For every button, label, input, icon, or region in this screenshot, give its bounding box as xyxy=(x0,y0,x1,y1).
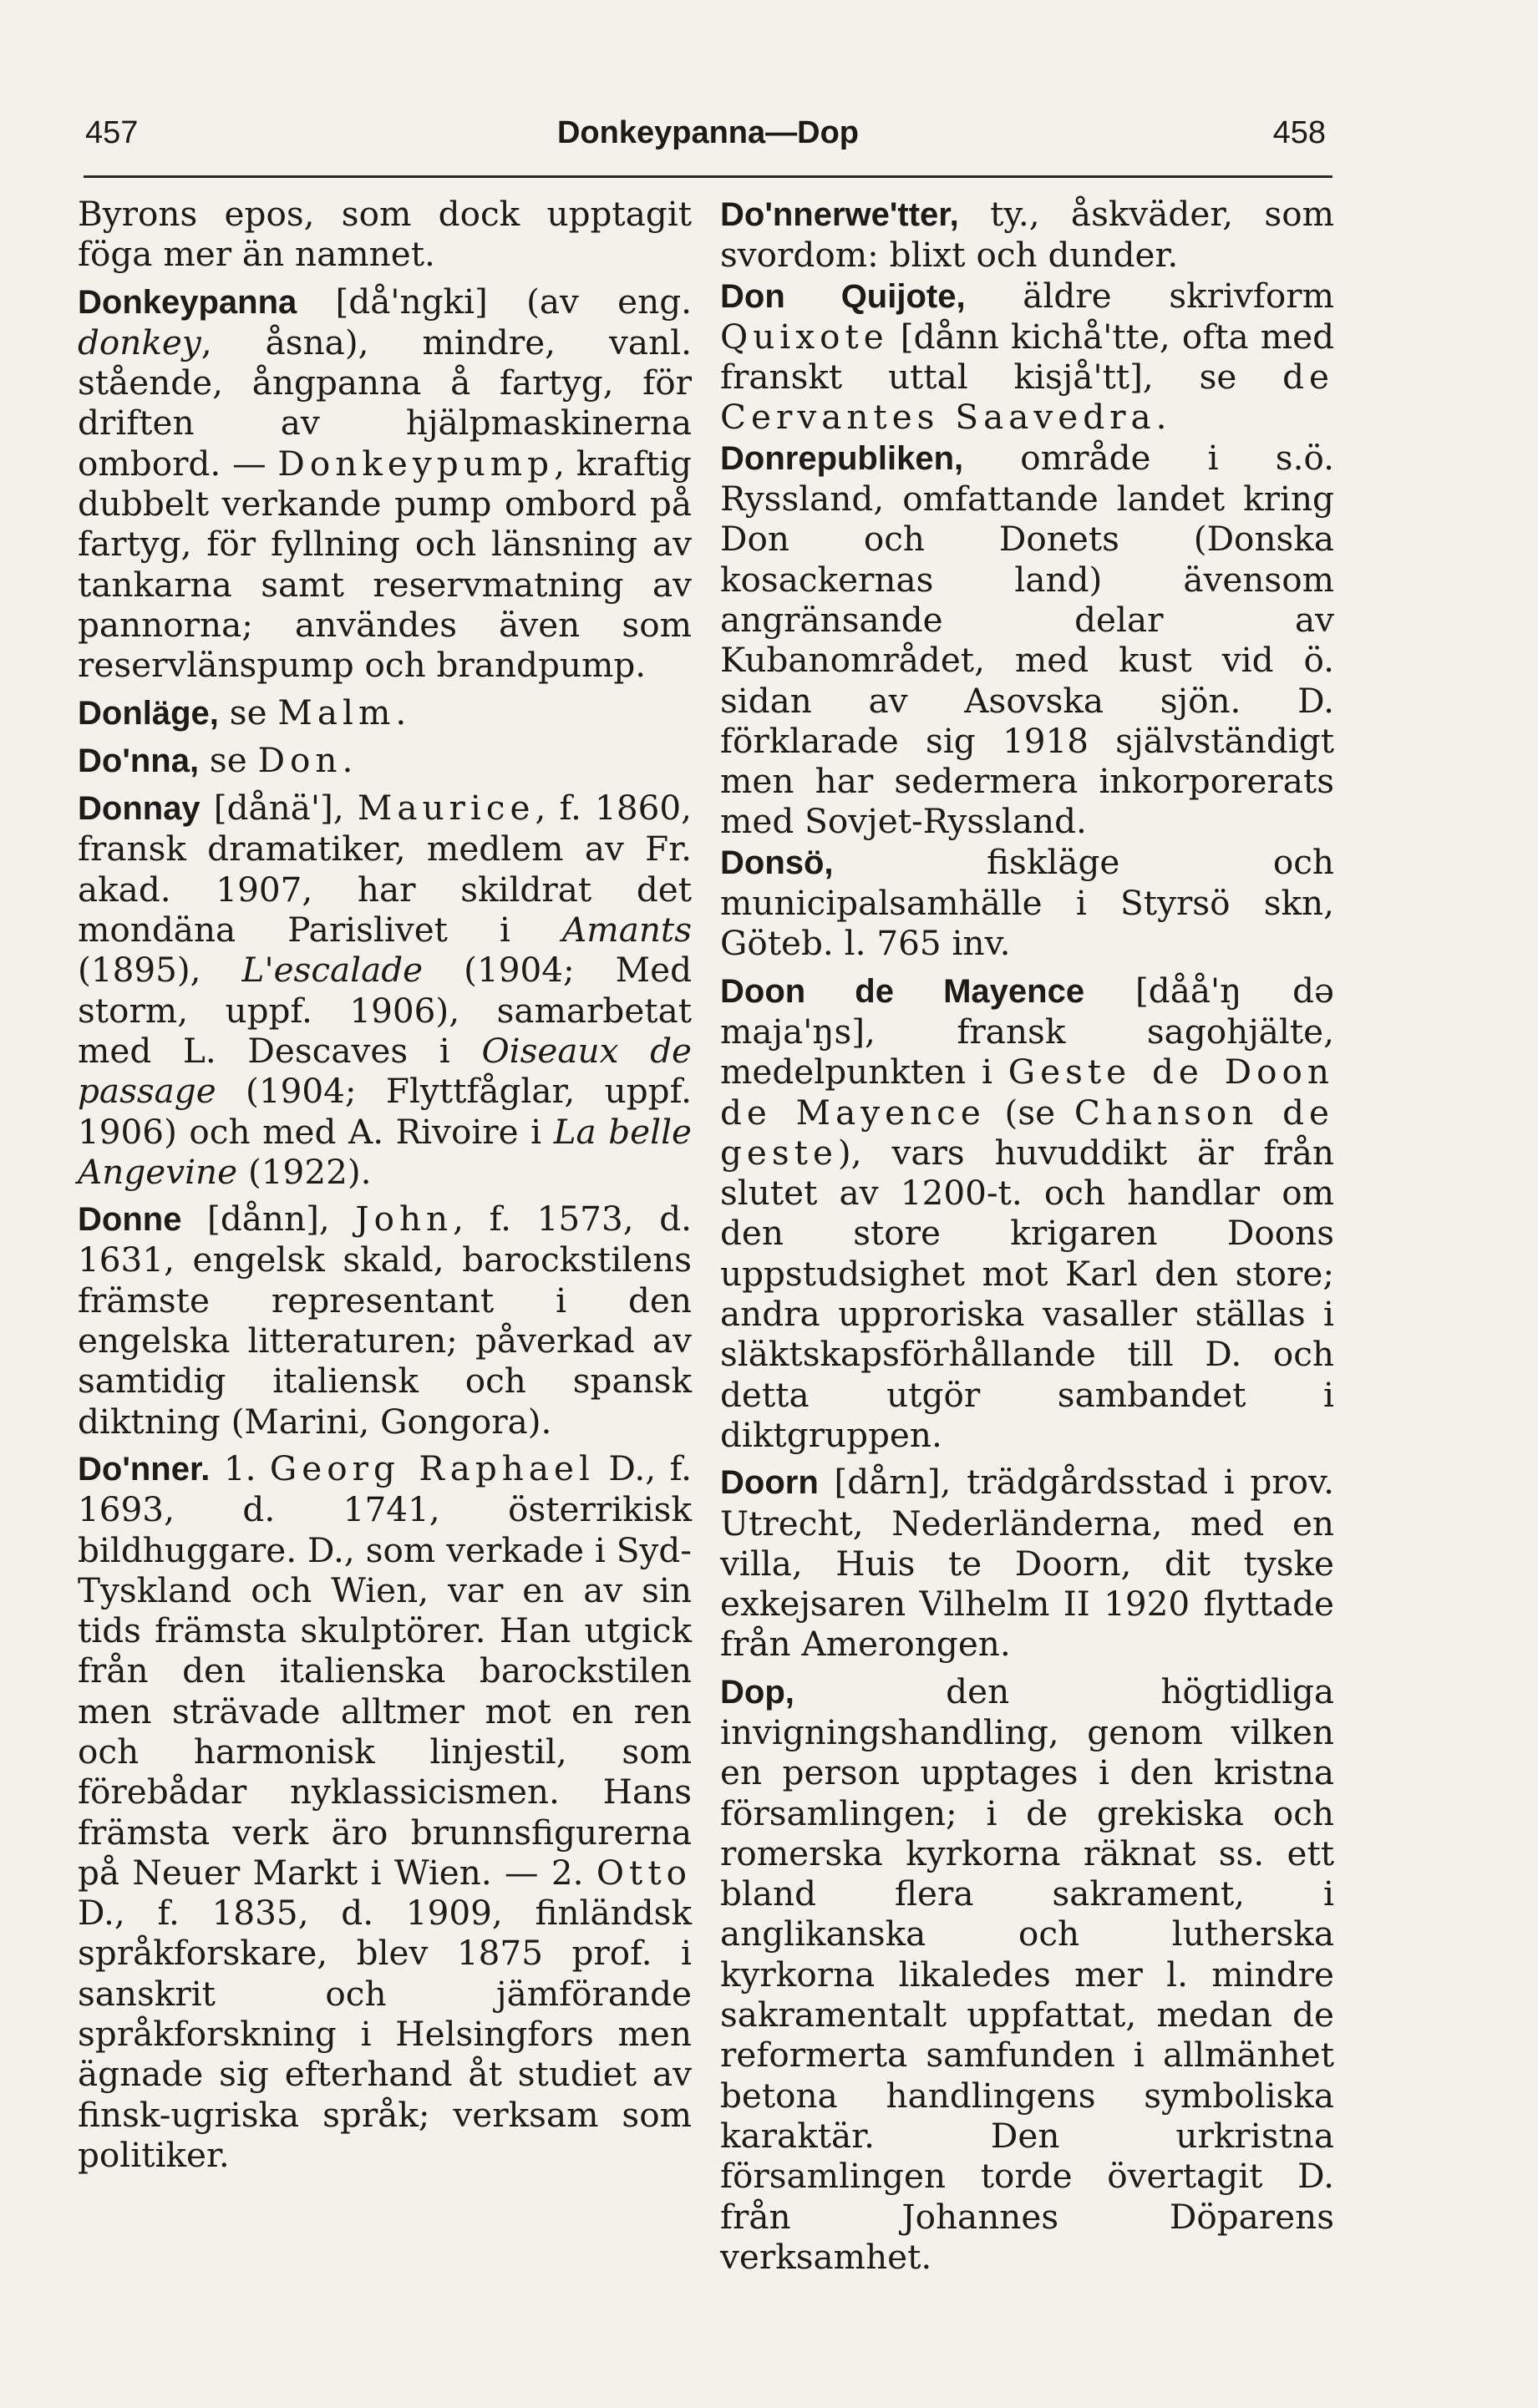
headword: Donne xyxy=(78,1201,182,1239)
headword: Donläge, xyxy=(78,694,219,732)
headword: Do'nnerwe'tter, xyxy=(720,196,959,233)
headword: Do'nner. xyxy=(78,1450,211,1488)
entry-donkeypanna: Donkeypanna [då'ngki] (av eng. donkey, åsna), mindre, vanl. stående, ångpanna å fartyg, för driften av hjälpmaskinerna ombord. — Donkeypump, kraftig dubbelt verkande pump ombord på fartyg, för fyllning och länsning av tankarna samt reservmatning av pannorna; användes även som reservlänspump och brandpump. xyxy=(78,281,692,686)
entry-donna: Do'nna, se Don. xyxy=(78,739,353,780)
left-column xyxy=(78,194,692,2175)
headword: Doon de Mayence xyxy=(720,972,1085,1010)
entry-doon-de-mayence: Doon de Mayence [dåå'ŋ də maja'ŋs], fransk sagohjälte, medelpunkten i Geste de Doon de Mayence (se Chanson de geste), vars huvuddikt är från slutet av 1200-t. och handlar om den store krigaren Doons uppstudsighet mot Karl den store; andra upproriska vasaller ställas i släktskapsförhållande till D. och detta utgör sambandet i diktgruppen. xyxy=(720,970,1334,1455)
entry-doorn: Doorn [dårn], trädgårdsstad i prov. Utrecht, Nederländerna, med en villa, Huis te Doorn, dit tyske exkejsaren Vilhelm II 1920 flyttade från Amerongen. xyxy=(720,1462,1334,1665)
entry-donnay: Donnay [dånä'], Maurice, f. 1860, fransk dramatiker, medlem av Fr. akad. 1907, har skildrat det mondäna Parislivet i Amants (1895), L'escalade (1904; Med storm, uppf. 1906), samarbetat med L. Descaves i Oiseaux de passage (1904; Flyttfåglar, uppf. 1906) och med A. Rivoire i La belle Angevine (1922). xyxy=(78,788,693,1192)
headword: Donrepubliken, xyxy=(720,439,964,477)
headword: Do'nna, xyxy=(78,742,200,779)
header-rule xyxy=(84,175,1332,178)
entry-donrepubliken: Donrepubliken, område i s.ö. Ryssland, omfattande landet kring Don och Donets (Donska kosackernas land) ävensom angränsande delar av Kubanområdet, med kust vid ö. sidan av Asovska sjön. D. förklarade sig 1918 självständigt men har sedermera inkorporerats med Sovjet-Ryssland. xyxy=(720,437,1334,842)
entry-donlage: Donläge, se Malm. xyxy=(78,692,407,733)
entry-donso: Donsö, fiskläge och municipalsamhälle i Styrsö skn, Göteb. l. 765 inv. xyxy=(720,841,1334,964)
page-header xyxy=(84,115,1332,165)
page-number-right: 458 xyxy=(1272,115,1326,150)
headword: Doorn xyxy=(720,1464,819,1502)
headword: Dop, xyxy=(720,1673,794,1711)
entry-continuation: Byrons epos, som dock upptagit föga mer än namnet. xyxy=(78,194,692,275)
page-number-left: 457 xyxy=(85,115,139,150)
entry-donner: Do'nner. 1. Georg Raphael D., f. 1693, d. 1741, österrikisk bildhuggare. D., som verkade i Syd-Tyskland och Wien, var en av sin tids främsta skulptörer. Han utgick från den italienska barockstilen men strävade alltmer mot en ren och harmonisk linjestil, som förebådar nyklassicismen. Hans främsta verk äro brunnsfigurerna på Neuer Markt i Wien. — 2. Otto D., f. 1835, d. 1909, finländsk språkforskare, blev 1875 prof. i sanskrit och jämförande språkforskning i Helsingfors men ägnade sig efterhand åt studiet av finsk-ugriska språk; verksam som politiker. xyxy=(78,1447,692,2175)
entry-dop: Dop, den högtidliga invigningshandling, genom vilken en person upptages i den kristna församlingen; i de grekiska och romerska kyrkorna räknat ss. ett bland flera sakrament, i anglikanska och lutherska kyrkorna likaledes mer l. mindre sakramentalt uppfattat, medan de reformerta samfunden i allmänhet betona handlingens symboliska karaktär. Den urkristna församlingen torde övertagit D. från Johannes Döparens verksamhet. xyxy=(720,1670,1334,2277)
entry-donnerwetter: Do'nnerwe'tter, ty., åskväder, som svordom: blixt och dunder. xyxy=(720,194,1334,276)
entry-donne: Donne [dånn], John, f. 1573, d. 1631, engelsk skald, barockstilens främste representant i den engelska litteraturen; påverkad av samtidig italiensk och spansk diktning (Marini, Gongora). xyxy=(78,1199,692,1442)
right-column xyxy=(720,194,1334,2277)
headword: Donnay xyxy=(78,790,200,828)
headword: Donkeypanna xyxy=(78,283,297,321)
headword: Donsö, xyxy=(720,844,834,881)
running-title: Donkeypanna—Dop xyxy=(556,115,860,150)
entry-don-quijote: Don Quijote, äldre skrivform Quixote [dånn kichå'tte, ofta med franskt uttal kisjå'tt], se de Cervantes Saavedra. xyxy=(720,275,1334,438)
headword: Don Quijote, xyxy=(720,277,966,315)
